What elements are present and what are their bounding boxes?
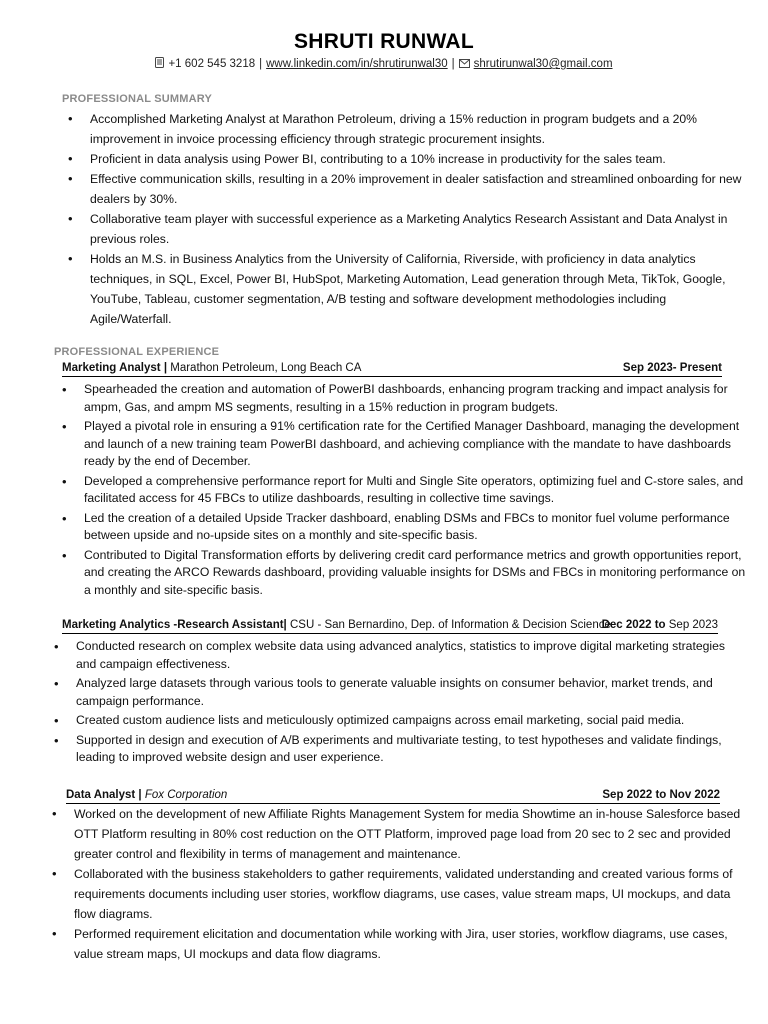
- phone-number: +1 602 545 3218: [168, 58, 256, 70]
- job-item: • Played a pivotal role in ensuring a 91% certification rate for the Certified Manager Dashboard, managing the development and launch of a new training team PowerBI dashboard, and achieving compliance with the mandate to have dashboards ready by the end of December.: [56, 418, 746, 471]
- summary-item: • Collaborative team player with successful experience as a Marketing Analytics Research Assistant and Data Analyst in previous roles.: [62, 209, 742, 249]
- job-date-end: Sep 2023: [668, 619, 718, 631]
- phone-icon: [155, 57, 164, 71]
- job-org: Fox Corporation: [144, 789, 228, 801]
- summary-item: • Proficient in data analysis using Power BI, contributing to a 10% increase in productivity for the sales team.: [62, 149, 742, 169]
- job-header: [62, 362, 722, 374]
- job-bullets: [46, 804, 746, 964]
- job-item: • Supported in design and execution of A/B experiments and multivariate testing, to test hypotheses and validate findings, leading to improved website design and user experience.: [48, 732, 748, 767]
- job-role: Marketing Analyst |: [62, 362, 168, 374]
- separator: |: [259, 58, 263, 70]
- job-item: • Collaborated with the business stakeholders to gather requirements, validated understanding and created various forms of requirements documents including user stories, workflow diagrams, use cases, value stream maps, UI mockups, and data flow diagrams.: [46, 864, 746, 924]
- job-item: • Worked on the development of new Affiliate Rights Management System for media Showtime an in-house Salesforce based OTT Platform resulting in 80% cost reduction on the OTT Platform, improved page load from 20 sec to 2 sec and provided greater control and flexibility in terms of management and maintenance.: [46, 804, 746, 864]
- separator: |: [451, 58, 455, 70]
- summary-heading: PROFESSIONAL SUMMARY: [62, 93, 213, 105]
- job-bullets: [56, 381, 746, 601]
- job-item: • Created custom audience lists and meticulously optimized campaigns across email marketing, social paid media.: [48, 712, 748, 730]
- job-role: Data Analyst |: [66, 789, 142, 801]
- job-header: [66, 789, 720, 801]
- job-item: • Led the creation of a detailed Upside Tracker dashboard, enabling DSMs and FBCs to monitor fuel volume performance between upside and no-upside sites on a monthly and site-specific basis.: [56, 510, 746, 545]
- job-org: CSU - San Bernardino, Dep. of Information & Decision Science: [289, 619, 611, 631]
- job-role: Marketing Analytics -Research Assistant|: [62, 619, 287, 631]
- job-org: Marathon Petroleum, Long Beach CA: [170, 362, 362, 374]
- email-link[interactable]: shrutirunwal30@gmail.com: [473, 58, 613, 70]
- job-date-to: to: [654, 619, 666, 631]
- job-dates: [602, 619, 718, 631]
- job-item: • Contributed to Digital Transformation efforts by delivering credit card performance metrics and growth opportunities report, and creating the ARCO Rewards dashboard, providing valuable insights for DSMs and FBCs in monitoring performance on a monthly and site-specific basis.: [56, 547, 746, 600]
- job-date-start: Dec 2022: [601, 619, 652, 631]
- job-divider: [62, 376, 722, 377]
- job-item: • Spearheaded the creation and automation of PowerBI dashboards, enhancing program tracking and impact analysis for ampm, Gas, and ampm MS segments, resulting in a 15% reduction in program budgets.: [56, 381, 746, 416]
- candidate-name: SHRUTI RUNWAL: [293, 30, 475, 53]
- mail-icon: [459, 59, 470, 71]
- job-item: • Conducted research on complex website data using advanced analytics, statistics to improve digital marketing strategies and campaign effectiveness.: [48, 638, 748, 673]
- summary-item: • Accomplished Marketing Analyst at Marathon Petroleum, driving a 15% reduction in program budgets and a 20% improvement in invoice processing efficiency through strategic procurement insights.: [62, 109, 742, 149]
- job-item: • Performed requirement elicitation and documentation while working with Jira, user stories, workflow diagrams, use cases, value stream maps, UI mockups and data flow diagrams.: [46, 924, 746, 964]
- job-divider: [62, 633, 718, 634]
- summary-item: • Holds an M.S. in Business Analytics from the University of California, Riverside, with proficiency in data analytics techniques, in SQL, Excel, Power BI, HubSpot, Marketing Automation, Lead generation through Meta, TikTok, Google, YouTube, Tableau, customer segmentation, A/B testing and software development methodologies including Agile/Waterfall.: [62, 249, 742, 329]
- contact-line: [0, 57, 768, 71]
- job-item: • Developed a comprehensive performance report for Multi and Single Site operators, optimizing fuel and C-store sales, and facilitated access for 45 FBCs to utilize dashboards, resulting in collective time savings.: [56, 473, 746, 508]
- job-item: • Analyzed large datasets through various tools to generate valuable insights on consumer behavior, market trends, and campaign performance.: [48, 675, 748, 710]
- job-bullets: [48, 638, 748, 769]
- summary-list: [62, 109, 742, 329]
- linkedin-link[interactable]: www.linkedin.com/in/shrutirunwal30: [266, 58, 448, 70]
- job-header: [62, 619, 722, 631]
- experience-heading: PROFESSIONAL EXPERIENCE: [54, 346, 220, 358]
- summary-item: • Effective communication skills, resulting in a 20% improvement in dealer satisfaction and streamlined onboarding for new dealers by 30%.: [62, 169, 742, 209]
- job-dates: Sep 2022 to Nov 2022: [602, 789, 720, 801]
- job-dates: Sep 2023- Present: [622, 362, 722, 374]
